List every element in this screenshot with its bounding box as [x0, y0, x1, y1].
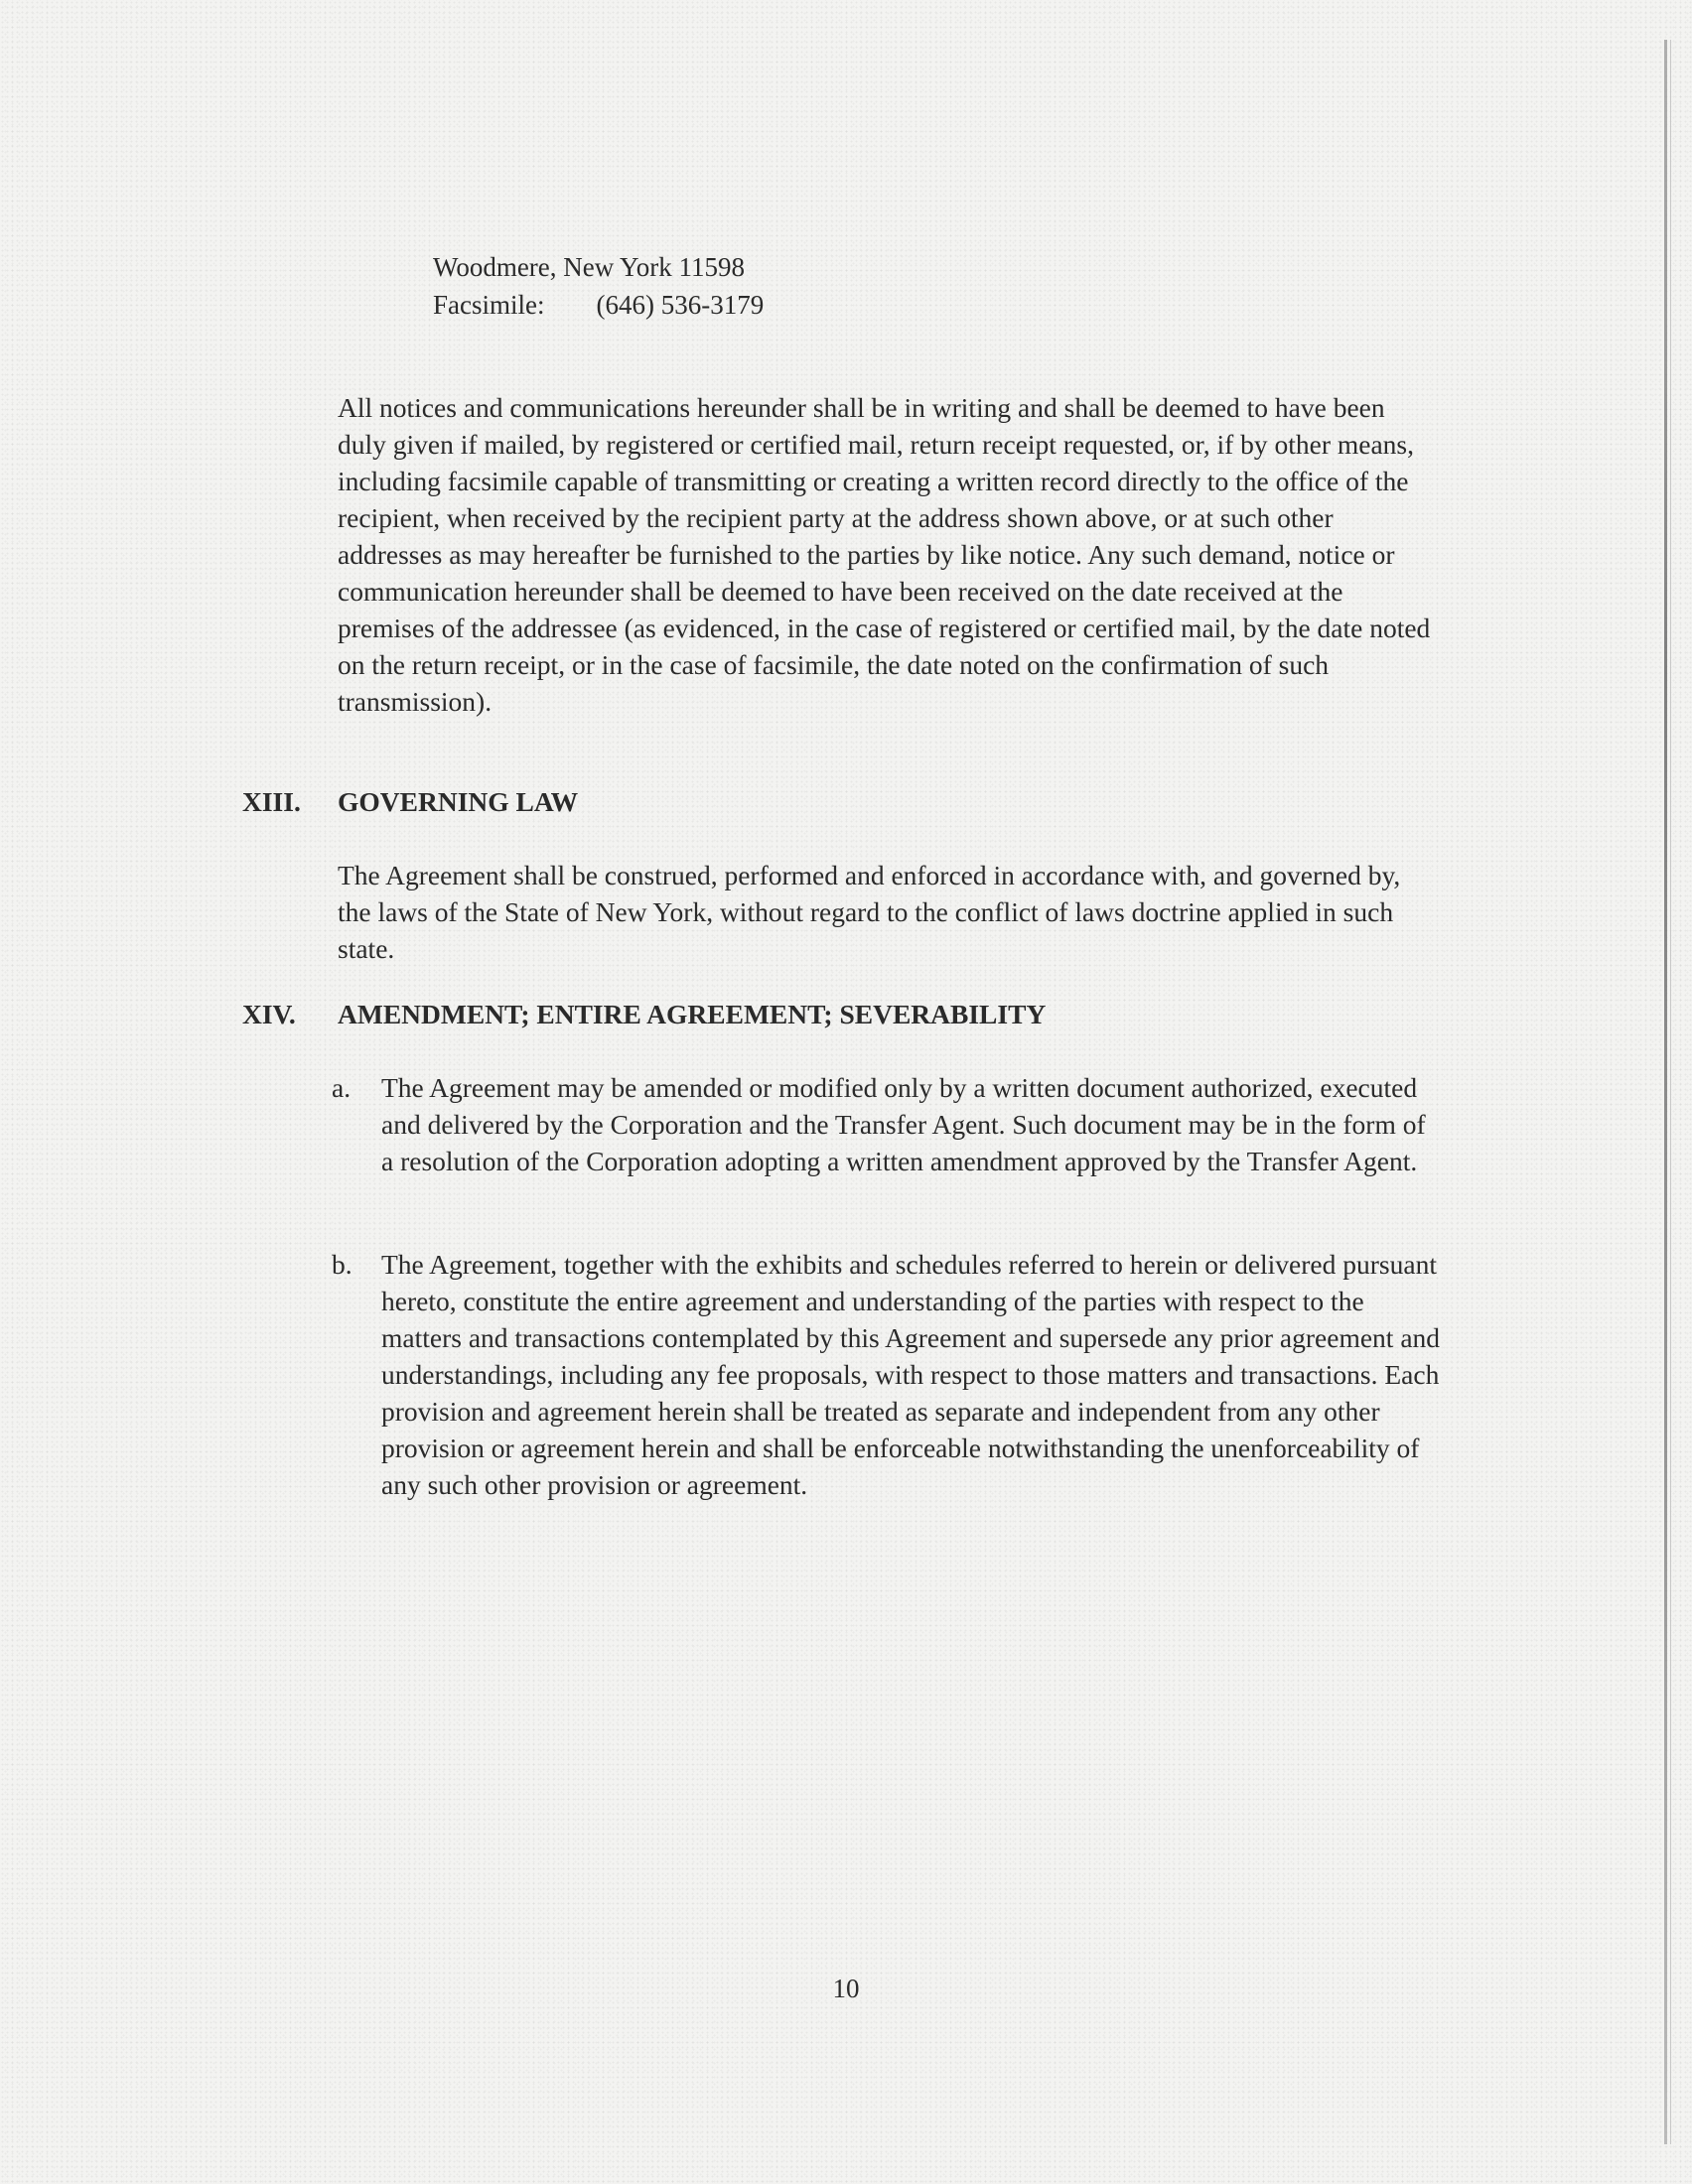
- list-item-text: The Agreement may be amended or modified only by a written document authorized, executed and delivered by the Corporation and the Transfer Agent. Such document may be in the form of a resolution of the Corporation adopting a written amendment approved by the Transfer Agent.: [381, 1072, 1426, 1176]
- section-title: AMENDMENT; ENTIRE AGREEMENT; SEVERABILITY: [338, 999, 1047, 1029]
- notices-paragraph: All notices and communications hereunder shall be in writing and shall be deemed to have been duly given if mailed, by registered or certified mail, return receipt requested, or, if by other means, including facsimile capable of transmitting or creating a written record directly to the office of the recipient, when received by the recipient party at the address shown above, or at such other addresses as may hereafter be furnished to the parties by like notice. Any such demand, notice or communication hereunder shall be deemed to have been received on the date received at the premises of the addressee (as evidenced, in the case of registered or certified mail, by the date noted on the return receipt, or in the case of facsimile, the date noted on the confirmation of such transmission).: [338, 392, 1431, 717]
- address-city-line: Woodmere, New York 11598: [433, 252, 746, 282]
- fax-label: Facsimile:: [433, 290, 545, 320]
- section-number: XIII.: [242, 786, 301, 817]
- section-number: XIV.: [242, 999, 296, 1029]
- section-title: GOVERNING LAW: [338, 786, 579, 817]
- scan-edge-line: [1664, 40, 1667, 2144]
- fax-number: (646) 536-3179: [596, 290, 765, 320]
- address-block: [433, 248, 764, 324]
- list-item-b: [332, 1246, 1444, 1503]
- address-fax-line: [433, 286, 764, 324]
- list-item-letter: a.: [332, 1072, 352, 1103]
- list-item-a: [332, 1069, 1444, 1179]
- scan-edge-shadow: [1670, 40, 1671, 2144]
- list-item-text: The Agreement, together with the exhibits and schedules referred to herein or delivered pursuant hereto, constitute the entire agreement and understanding of the parties with respect to the matters and transactions contemplated by this Agreement and supersede any prior agreement and understandings, including any fee proposals, with respect to those matters and transactions. Each provision and agreement herein shall be treated as separate and independent from any other provision or agreement herein and shall be enforceable notwithstanding the unenforceability of any such other provision or agreement.: [381, 1249, 1441, 1500]
- section-heading-amendment: [242, 996, 1046, 1032]
- page-number: 10: [832, 1974, 860, 2003]
- governing-law-paragraph: The Agreement shall be construed, performed and enforced in accordance with, and governed by, the laws of the State of New York, without regard to the conflict of laws doctrine applied in such state.: [338, 860, 1401, 964]
- list-item-letter: b.: [332, 1249, 352, 1280]
- section-heading-governing-law: [242, 783, 578, 820]
